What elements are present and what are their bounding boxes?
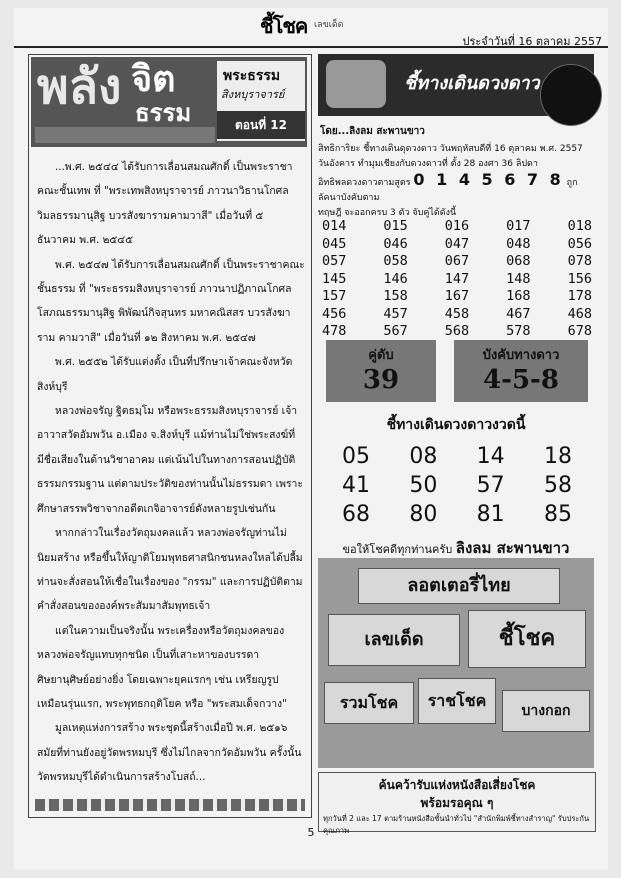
grid-cell: 178 — [567, 288, 592, 304]
grid-cell: 457 — [383, 305, 408, 322]
masthead — [14, 8, 608, 48]
subject-line1: พระธรรม — [223, 68, 281, 84]
paragraph: แต่ในความเป็นจริงนั้น พระเครื่องหรือวัตถุมงคลของหลวงพ่อจรัญแทบทุกชนิด เป็นที่เสาะหาของบรรดาศิษยานุศิษย์อย่างยิ่ง โดยเฉพาะยุคแรกๆ เช่น เหรียญรูปเหมือนรุ่นแรก, พระพุทธกฤติโยค หรือ "พระสมเด็จกวาง" — [37, 624, 287, 710]
grid-cell: 156 — [567, 270, 592, 287]
newspaper-stack-photo — [318, 558, 594, 768]
grid-row — [322, 218, 592, 236]
number: 57 — [476, 473, 505, 498]
title-tham: ธรรม — [135, 98, 192, 127]
promo-box — [318, 772, 596, 835]
astronaut-image — [326, 60, 386, 108]
paper-cover: ลอตเตอรี่ไทย — [358, 568, 560, 604]
grid-cell: 678 — [567, 323, 592, 339]
moon-image — [540, 64, 602, 126]
grid-cell: 016 — [444, 218, 470, 234]
grid-cell: 048 — [506, 235, 531, 252]
publication-logo: ชี้โชค — [260, 14, 308, 38]
logo-subtitle: เลขเด็ด — [314, 20, 344, 30]
subject-line2: สิงหบุราจารย์ — [221, 88, 285, 101]
grid-row — [322, 253, 592, 271]
grid-row — [322, 236, 592, 254]
banner-title: ชี้ทางเดินดวงดาว — [404, 73, 540, 94]
grid-cell: 045 — [322, 235, 347, 252]
number: 58 — [543, 473, 572, 498]
two-digit-numbers — [342, 442, 572, 529]
episode-label: ตอนที่ 12 — [217, 111, 305, 139]
paper-cover: ราชโชค — [418, 678, 496, 724]
promo-line3: ทุกวันที่ 2 และ 17 ตามร้านหนังสือชั้นนำทั่วไป "สำนักพิมพ์ชี้ทางสำราญ" รับประกันคุณภาพ — [323, 814, 590, 835]
number: 41 — [342, 473, 370, 498]
number: 18 — [543, 444, 572, 469]
byline: โดย...ลิงลม สะพานขาว — [320, 126, 425, 137]
numbers-title: ชี้ทางเดินดวงดาวงวดนี้ — [386, 417, 526, 433]
number: 68 — [342, 502, 370, 527]
grid-cell: 147 — [444, 270, 470, 287]
grid-cell: 148 — [506, 270, 531, 287]
paragraph: หากกล่าวในเรื่องวัตถุมงคลแล้ว หลวงพ่อจรัญท่านไม่นิยมสร้าง หรือขึ้นให้ญาติโยมพุทธศาสนิกชนหลงใหลได้ปลื้ม ท่านจะสั่งสอนให้เชื่อในเรื่องของ "กรรม" และการปฏิบัติตามคำสั่งสอนขององค์พระสัมมาสัมพุทธเจ้า — [37, 527, 303, 613]
promo-line2: พร้อมรอคุณ ๆ — [420, 796, 494, 810]
lucky-digits: 0 1 4 5 6 7 8 — [413, 170, 564, 189]
grid-cell: 456 — [322, 305, 347, 322]
column-header — [31, 57, 307, 147]
grid-cell: 567 — [383, 323, 408, 339]
grid-cell: 458 — [444, 305, 470, 322]
grid-cell: 015 — [383, 218, 408, 234]
footer-ornament — [35, 799, 305, 811]
pair-box — [326, 340, 436, 402]
three-digit-grid — [322, 218, 592, 341]
grid-cell: 058 — [383, 253, 408, 269]
title-pho: พลัง — [37, 59, 122, 115]
lotto-banner — [318, 54, 594, 116]
grid-cell: 047 — [444, 235, 470, 252]
info-line: สิทธิการิยะ ชี้ทางเดินดุดวงดาว วันพฤหัสบดีที่ 16 ตุลาคม พ.ศ. 2557 — [318, 144, 583, 154]
grid-cell: 046 — [383, 235, 408, 252]
grid-row — [322, 288, 592, 306]
paragraph: ...พ.ศ. ๒๕๔๔ ได้รับการเลื่อนสมณศักดิ์ เป็นพระราชาคณะชั้นเทพ ที่ "พระเทพสิงหบุราจารย์ ภาวนาวิธานโกศล วิมลธรรมานุสิฐ บวรสังฆารามคามวาสี" เมื่อวันที่ ๕ ธันวาคม พ.ศ. ๒๕๔๕ — [37, 161, 293, 247]
grid-cell: 078 — [567, 253, 592, 269]
grid-cell: 568 — [444, 323, 470, 339]
paragraph: หลวงพ่อจรัญ ฐิตธมฺโม หรือพระธรรมสิงหบุราจารย์ เจ้าอาวาสวัดอัมพวัน อ.เมือง จ.สิงห์บุรี แม้ท่านไม่ใช่พระสงฆ์ที่มีชื่อเสียงในด้านวิชาอาคม แต่เน้นไปในทางการสอนปฏิบัติธรรมกรรมฐาน แต่ตามประวัติของท่านนั้นไม่ธรรมดา เพราะศึกษาสรรพวิชาจากอดีตเกจิอาจารย์ดังหลายรูปเช่นกัน — [37, 405, 303, 515]
grid-cell: 578 — [506, 323, 531, 339]
paper-cover: เลขเด็ด — [328, 614, 460, 666]
newspaper-page — [14, 8, 608, 870]
title-jit: จิต — [131, 58, 176, 100]
force-label: บังคับทางดาว — [482, 348, 560, 363]
paragraph: พ.ศ. ๒๕๔๗ ได้รับการเลื่อนสมณศักดิ์ เป็นพระราชาคณะชั้นธรรม ที่ "พระธรรมสิงหบุราจารย์ ภาวนาปฏิภาณโกศล โสภณธรรมานุสิฐ พิพัฒน์กิจสุนทร มหาคณิสสร บวรสังฆาราม คามวาสี" เมื่อวันที่ ๑๒ สิงหาคม พ.ศ. ๒๕๔๗ — [37, 258, 305, 344]
paper-cover: ชี้โชค — [468, 610, 586, 668]
grid-cell: 017 — [506, 218, 531, 234]
grid-cell: 167 — [444, 288, 470, 304]
number-row — [342, 500, 572, 529]
number: 81 — [476, 502, 505, 527]
paper-cover: รวมโชค — [324, 682, 414, 724]
paragraph: มูลเหตุแห่งการสร้าง พระชุดนี้สร้างเมื่อปี พ.ศ. ๒๕๑๖ สมัยที่ท่านยังอยู่วัดพรหมบุรี ซึ่งไม่ไกลจากวัดอัมพวัน ครั้งนั้นวัดพรหมบุรีได้ดำเนินการสร้างโบสถ์... — [37, 722, 302, 784]
grid-cell: 056 — [567, 235, 592, 252]
grid-cell: 478 — [322, 323, 347, 339]
grid-cell: 014 — [322, 218, 347, 234]
info-line-digits — [318, 172, 594, 206]
subject-box — [217, 61, 305, 141]
number-row — [342, 442, 572, 471]
number: 80 — [409, 502, 438, 527]
info-tail: ถูกลัคนาบังคับตาม — [318, 178, 578, 203]
grid-cell: 467 — [506, 305, 531, 322]
number-row — [342, 471, 572, 500]
dharma-column — [28, 54, 312, 818]
promo-line1: ค้นคว้ารับแห่งหนังสือเสี่ยงโชค — [378, 778, 536, 792]
info-label: อิทธิพลดวงดาวตามสูตร — [318, 178, 411, 188]
article-body — [37, 155, 305, 790]
grid-cell: 468 — [567, 305, 592, 322]
luck-prefix: ขอให้โชคดีทุกท่านครับ — [342, 543, 453, 556]
grid-cell: 146 — [383, 270, 408, 287]
number: 05 — [342, 444, 370, 469]
number: 08 — [409, 444, 438, 469]
grid-cell: 057 — [322, 253, 347, 269]
info-line: วันอังคาร ทำมุมเชียงกับดวงดาวที่ ตั้ง 28 องศา 36 ลิปดา — [318, 159, 538, 169]
highlight-boxes — [326, 340, 588, 402]
prediction-info — [318, 142, 594, 221]
grid-cell: 067 — [444, 253, 470, 269]
number: 14 — [476, 444, 505, 469]
number: 85 — [543, 502, 572, 527]
grid-row — [322, 323, 592, 341]
grid-cell: 145 — [322, 270, 347, 287]
force-box — [454, 340, 588, 402]
page-number: 5 — [307, 826, 315, 839]
paragraph: พ.ศ. ๒๕๕๒ ได้รับแต่งตั้ง เป็นที่ปรึกษาเจ้าคณะจังหวัดสิงห์บุรี — [37, 356, 293, 393]
grid-cell: 068 — [506, 253, 531, 269]
grid-cell: 158 — [383, 288, 408, 304]
grid-row — [322, 271, 592, 289]
paper-cover: บางกอก — [502, 690, 590, 732]
info-line: ทฤษฎี จะออกครบ 3 ตัว จับคู่ได้ดังนี้ — [318, 208, 457, 218]
grid-cell: 018 — [567, 218, 592, 234]
author-name: ลิงลม สะพานขาว — [455, 539, 570, 557]
force-value: 4-5-8 — [483, 365, 559, 395]
grid-row — [322, 306, 592, 324]
good-luck-line — [318, 536, 594, 560]
number: 50 — [409, 473, 438, 498]
header-strip — [35, 127, 215, 143]
grid-cell: 168 — [506, 288, 531, 304]
pair-label: คู่ดับ — [368, 348, 394, 363]
pair-value: 39 — [362, 365, 400, 395]
issue-date: ประจำวันที่ 16 ตุลาคม 2557 — [462, 35, 602, 48]
grid-cell: 157 — [322, 288, 347, 304]
